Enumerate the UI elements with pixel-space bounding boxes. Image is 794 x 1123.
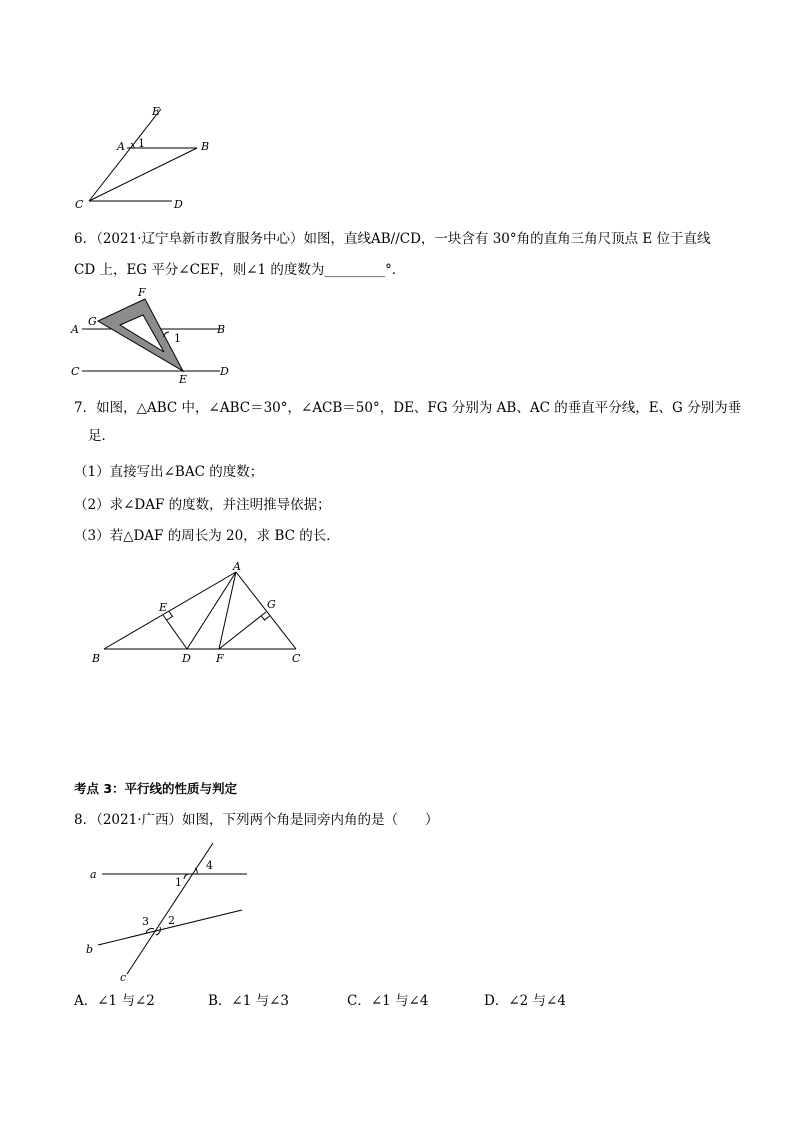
label-angle-1: 1: [138, 137, 145, 150]
option-b-text: ∠1 与∠3: [231, 993, 290, 1009]
label-E: E: [159, 601, 168, 614]
option-d-text: ∠2 与∠4: [508, 993, 566, 1009]
question-7-line-2: 足．: [88, 428, 115, 444]
label-D: D: [174, 198, 183, 211]
figure-triangle-abc: [85, 560, 315, 670]
label-D: D: [220, 365, 229, 378]
question-6-line-1: 6．（2021·辽宁阜新市教育服务中心）如图，直线AB//CD，一块含有 30°角的直角三角尺顶点 E 位于直线: [74, 231, 711, 247]
label-b: b: [86, 943, 94, 956]
question-7-part-3: （3）若△DAF 的周长为 20，求 BC 的长．: [74, 528, 340, 544]
figure-angle-abcd: [60, 95, 230, 220]
label-c: c: [120, 971, 127, 984]
label-B: B: [201, 140, 210, 153]
section-heading: 考点 3：平行线的性质与判定: [74, 781, 238, 796]
question-7-part-1: （1）直接写出∠BAC 的度数；: [74, 464, 264, 480]
label-C: C: [71, 365, 80, 378]
option-c[interactable]: [347, 991, 428, 1011]
label-A: A: [233, 560, 241, 573]
label-F: F: [138, 286, 146, 299]
option-a-key: A．: [74, 993, 98, 1009]
label-A: A: [71, 323, 79, 336]
question-7-line-1: 7．如图，△ABC 中，∠ABC＝30°，∠ACB＝50°，DE、FG 分别为 AB、AC 的垂直平分线，E、G 分别为垂: [74, 400, 742, 416]
figure-parallel-lines: [80, 835, 260, 985]
label-A: A: [117, 140, 125, 153]
question-6-line-2: CD 上，EG 平分∠CEF，则∠1 的度数为_________°．: [74, 262, 406, 278]
option-a-text: ∠1 与∠2: [97, 993, 155, 1009]
question-8-line-1: 8．（2021·广西）如图，下列两个角是同旁内角的是（ ）: [74, 812, 439, 828]
label-angle-3: 3: [142, 915, 149, 928]
option-b[interactable]: [208, 991, 289, 1011]
label-B: B: [217, 323, 226, 336]
label-G: G: [267, 598, 276, 611]
label-C: C: [292, 652, 301, 665]
option-c-text: ∠1 与∠4: [370, 993, 429, 1009]
question-7-part-2: （2）求∠DAF 的度数，并注明推导依据；: [74, 497, 331, 513]
option-d-key: D．: [484, 993, 509, 1009]
label-F: F: [216, 652, 224, 665]
label-angle-1: 1: [174, 332, 181, 345]
option-d[interactable]: [484, 991, 566, 1011]
label-D: D: [182, 652, 191, 665]
option-a[interactable]: [74, 991, 155, 1011]
label-B: B: [92, 652, 101, 665]
label-E: E: [152, 105, 161, 118]
option-b-key: B．: [208, 993, 232, 1009]
label-C: C: [75, 198, 84, 211]
option-c-key: C．: [347, 993, 371, 1009]
label-angle-1: 1: [175, 876, 182, 889]
label-E: E: [179, 373, 188, 385]
label-a: a: [90, 868, 97, 881]
label-angle-4: 4: [206, 859, 213, 872]
figure-triangle-ruler: [60, 285, 260, 385]
label-G: G: [88, 315, 97, 328]
label-angle-2: 2: [168, 914, 175, 927]
